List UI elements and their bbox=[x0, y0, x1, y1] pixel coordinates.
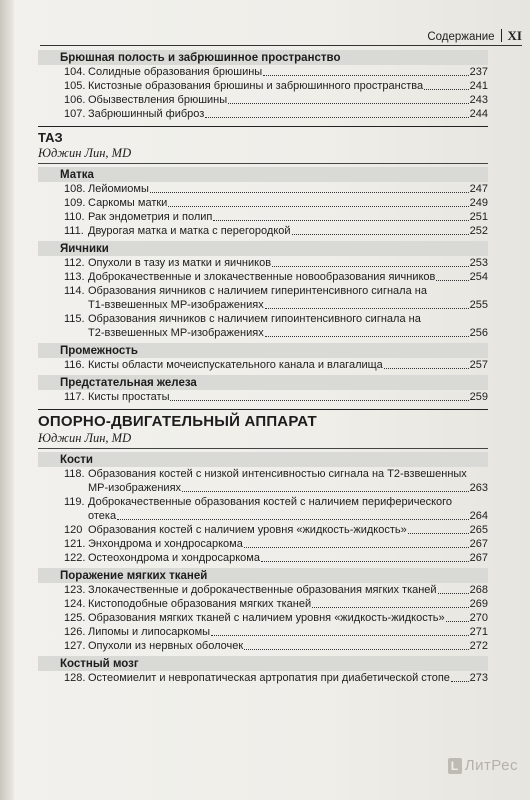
dot-leader bbox=[451, 681, 469, 682]
dot-leader bbox=[211, 635, 469, 636]
entry-page: 265 bbox=[469, 524, 488, 536]
entry-number: 126. bbox=[64, 626, 86, 638]
entry-number: 125. bbox=[64, 612, 86, 624]
entry-title-line: отека bbox=[88, 510, 117, 522]
toc-entry[interactable] bbox=[38, 551, 488, 565]
dot-leader bbox=[168, 206, 468, 207]
entry-number: 104. bbox=[64, 66, 86, 78]
entry-page: 267 bbox=[469, 552, 488, 564]
subsection-heading: Костный мозг bbox=[38, 656, 488, 671]
entry-title: Доброкачественные и злокачественные новообразования яичников bbox=[88, 271, 436, 283]
toc-entry[interactable] bbox=[38, 625, 488, 639]
entry-title-line: МР-изображениях bbox=[88, 482, 182, 494]
running-header-title: Содержание bbox=[427, 31, 495, 43]
entry-title: Забрюшинный фиброз bbox=[88, 108, 205, 120]
entry-number: 106. bbox=[64, 94, 86, 106]
entry-number: 114. bbox=[64, 285, 85, 297]
entry-title: Двурогая матка и матка с перегородкой bbox=[88, 225, 291, 237]
watermark bbox=[448, 757, 518, 774]
dot-leader bbox=[213, 220, 468, 221]
header-divider bbox=[501, 29, 502, 42]
subsection-heading: Поражение мягких тканей bbox=[38, 568, 488, 583]
entry-number: 109. bbox=[64, 197, 86, 209]
table-of-contents bbox=[38, 46, 488, 685]
entry-page: 270 bbox=[469, 612, 488, 624]
dot-leader bbox=[182, 491, 469, 492]
dot-leader bbox=[117, 519, 469, 520]
dot-leader bbox=[263, 75, 468, 76]
entry-title: Остеохондрома и хондросаркома bbox=[88, 552, 260, 564]
dot-leader bbox=[446, 621, 469, 622]
entry-title-line: Образования яичников с наличием гиперинтенсивного сигнала на bbox=[88, 285, 427, 297]
page-number: XI bbox=[507, 28, 522, 43]
toc-entry[interactable] bbox=[38, 583, 488, 597]
entry-title: Энхондрома и хондросаркома bbox=[88, 538, 243, 550]
entry-title: Саркомы матки bbox=[88, 197, 168, 209]
entry-page: 271 bbox=[469, 626, 488, 638]
page-spine-shadow bbox=[0, 0, 14, 800]
entry-number: 127. bbox=[64, 640, 86, 652]
toc-entry[interactable] bbox=[38, 312, 488, 340]
entry-number: 113. bbox=[64, 271, 85, 283]
entry-title: Солидные образования брюшины bbox=[88, 66, 263, 78]
entry-number: 123. bbox=[64, 584, 86, 596]
toc-entry[interactable] bbox=[38, 390, 488, 404]
entry-number: 117. bbox=[64, 391, 85, 403]
toc-entry[interactable] bbox=[38, 671, 488, 685]
toc-entry[interactable] bbox=[38, 639, 488, 653]
toc-entry[interactable] bbox=[38, 65, 488, 79]
entry-title: Опухоли из нервных оболочек bbox=[88, 640, 244, 652]
entry-title: Остеомиелит и невропатическая артропатия при диабетической стопе bbox=[88, 672, 450, 684]
dot-leader bbox=[170, 400, 468, 401]
entry-number: 124. bbox=[64, 598, 86, 610]
entry-title: Кисты простаты bbox=[88, 391, 170, 403]
entry-page: 267 bbox=[469, 538, 488, 550]
toc-entry[interactable] bbox=[38, 107, 488, 121]
entry-page: 252 bbox=[469, 225, 488, 237]
entry-page: 237 bbox=[469, 66, 488, 78]
watermark-logo-icon: L bbox=[448, 758, 462, 774]
toc-entry[interactable] bbox=[38, 93, 488, 107]
section-title: ТАЗ bbox=[38, 126, 488, 145]
toc-entry[interactable] bbox=[38, 182, 488, 196]
entry-number: 111. bbox=[64, 225, 84, 237]
entry-page: 256 bbox=[469, 327, 488, 339]
entry-title-line: Образования костей с низкой интенсивностью сигнала на Т2-взвешенных bbox=[88, 468, 467, 480]
toc-entry[interactable] bbox=[38, 210, 488, 224]
entry-page: 257 bbox=[469, 359, 488, 371]
watermark-text: ЛитРес bbox=[464, 757, 518, 774]
dot-leader bbox=[261, 561, 469, 562]
entry-page: 253 bbox=[469, 257, 488, 269]
dot-leader bbox=[265, 308, 469, 309]
entry-number: 118. bbox=[64, 468, 85, 480]
dot-leader bbox=[228, 103, 468, 104]
dot-leader bbox=[408, 533, 469, 534]
entry-page: 268 bbox=[469, 584, 488, 596]
entry-number: 120 bbox=[64, 524, 83, 536]
entry-page: 243 bbox=[469, 94, 488, 106]
dot-leader bbox=[265, 336, 469, 337]
toc-entry[interactable] bbox=[38, 611, 488, 625]
entry-page: 247 bbox=[469, 183, 488, 195]
toc-entry[interactable] bbox=[38, 467, 488, 495]
entry-page: 241 bbox=[469, 80, 488, 92]
entry-page: 244 bbox=[469, 108, 488, 120]
toc-entry[interactable] bbox=[38, 196, 488, 210]
dot-leader bbox=[312, 607, 469, 608]
subsection-heading: Кости bbox=[38, 452, 488, 467]
entry-number: 128. bbox=[64, 672, 86, 684]
entry-number: 108. bbox=[64, 183, 86, 195]
entry-title-line: Т1-взвешенных МР-изображениях bbox=[88, 299, 264, 311]
entry-title: Рак эндометрия и полип bbox=[88, 211, 213, 223]
entry-page: 254 bbox=[469, 271, 488, 283]
dot-leader bbox=[424, 89, 469, 90]
dot-leader bbox=[384, 368, 469, 369]
toc-entry[interactable] bbox=[38, 284, 488, 312]
dot-leader bbox=[150, 192, 469, 193]
entry-page: 264 bbox=[469, 510, 488, 522]
entry-title: Опухоли в тазу из матки и яичников bbox=[88, 257, 272, 269]
toc-entry[interactable] bbox=[38, 495, 488, 523]
entry-page: 263 bbox=[469, 482, 488, 494]
section-title: ОПОРНО-ДВИГАТЕЛЬНЫЙ АППАРАТ bbox=[38, 409, 488, 430]
dot-leader bbox=[272, 266, 469, 267]
dot-leader bbox=[244, 547, 469, 548]
entry-number: 110. bbox=[64, 211, 85, 223]
subsection-heading: Матка bbox=[38, 167, 488, 182]
entry-title: Липомы и липосаркомы bbox=[88, 626, 211, 638]
entry-number: 116. bbox=[64, 359, 85, 371]
section-author: Юджин Лин, MD bbox=[38, 145, 488, 164]
dot-leader bbox=[244, 649, 468, 650]
entry-number: 105. bbox=[64, 80, 86, 92]
entry-title-line: Доброкачественные образования костей с наличием периферического bbox=[88, 496, 453, 508]
entry-number: 115. bbox=[64, 313, 85, 325]
entry-page: 259 bbox=[469, 391, 488, 403]
toc-entry[interactable] bbox=[38, 358, 488, 372]
entry-page: 269 bbox=[469, 598, 488, 610]
entry-title: Кистоподобные образования мягких тканей bbox=[88, 598, 312, 610]
subsection-heading: Яичники bbox=[38, 241, 488, 256]
toc-entry[interactable] bbox=[38, 224, 488, 238]
entry-number: 119. bbox=[64, 496, 85, 508]
entry-page: 273 bbox=[469, 672, 488, 684]
entry-page: 249 bbox=[469, 197, 488, 209]
entry-number: 107. bbox=[64, 108, 86, 120]
entry-page: 272 bbox=[469, 640, 488, 652]
entry-title: Кисты области мочеиспускательного канала и влагалища bbox=[88, 359, 383, 371]
entry-title: Лейомиомы bbox=[88, 183, 149, 195]
entry-number: 122. bbox=[64, 552, 86, 564]
entry-title: Обызвествления брюшины bbox=[88, 94, 228, 106]
toc-entry[interactable] bbox=[38, 597, 488, 611]
dot-leader bbox=[436, 280, 468, 281]
entry-page: 251 bbox=[469, 211, 488, 223]
entry-title: Злокачественные и доброкачественные образования мягких тканей bbox=[88, 584, 437, 596]
entry-title: Кистозные образования брюшины и забрюшинного пространства bbox=[88, 80, 424, 92]
entry-number: 112. bbox=[64, 257, 85, 269]
entry-page: 255 bbox=[469, 299, 488, 311]
toc-entry[interactable] bbox=[38, 79, 488, 93]
section-author: Юджин Лин, MD bbox=[38, 430, 488, 449]
toc-entry[interactable] bbox=[38, 537, 488, 551]
subsection-heading: Предстательная железа bbox=[38, 375, 488, 390]
entry-title: Образования мягких тканей с наличием уровня «жидкость-жидкость» bbox=[88, 612, 445, 624]
toc-entry[interactable] bbox=[38, 523, 488, 537]
dot-leader bbox=[205, 117, 468, 118]
dot-leader bbox=[292, 234, 469, 235]
subsection-heading: Промежность bbox=[38, 343, 488, 358]
toc-entry[interactable] bbox=[38, 256, 488, 270]
entry-title: Образования костей с наличием уровня «жидкость-жидкость» bbox=[88, 524, 407, 536]
dot-leader bbox=[438, 593, 469, 594]
entry-title-line: Т2-взвешенных МР-изображениях bbox=[88, 327, 264, 339]
entry-number: 121. bbox=[64, 538, 86, 550]
running-header bbox=[427, 28, 522, 44]
entry-title-line: Образования яичников с наличием гипоинтенсивного сигнала на bbox=[88, 313, 421, 325]
toc-entry[interactable] bbox=[38, 270, 488, 284]
subsection-heading: Брюшная полость и забрюшинное пространство bbox=[38, 50, 488, 65]
